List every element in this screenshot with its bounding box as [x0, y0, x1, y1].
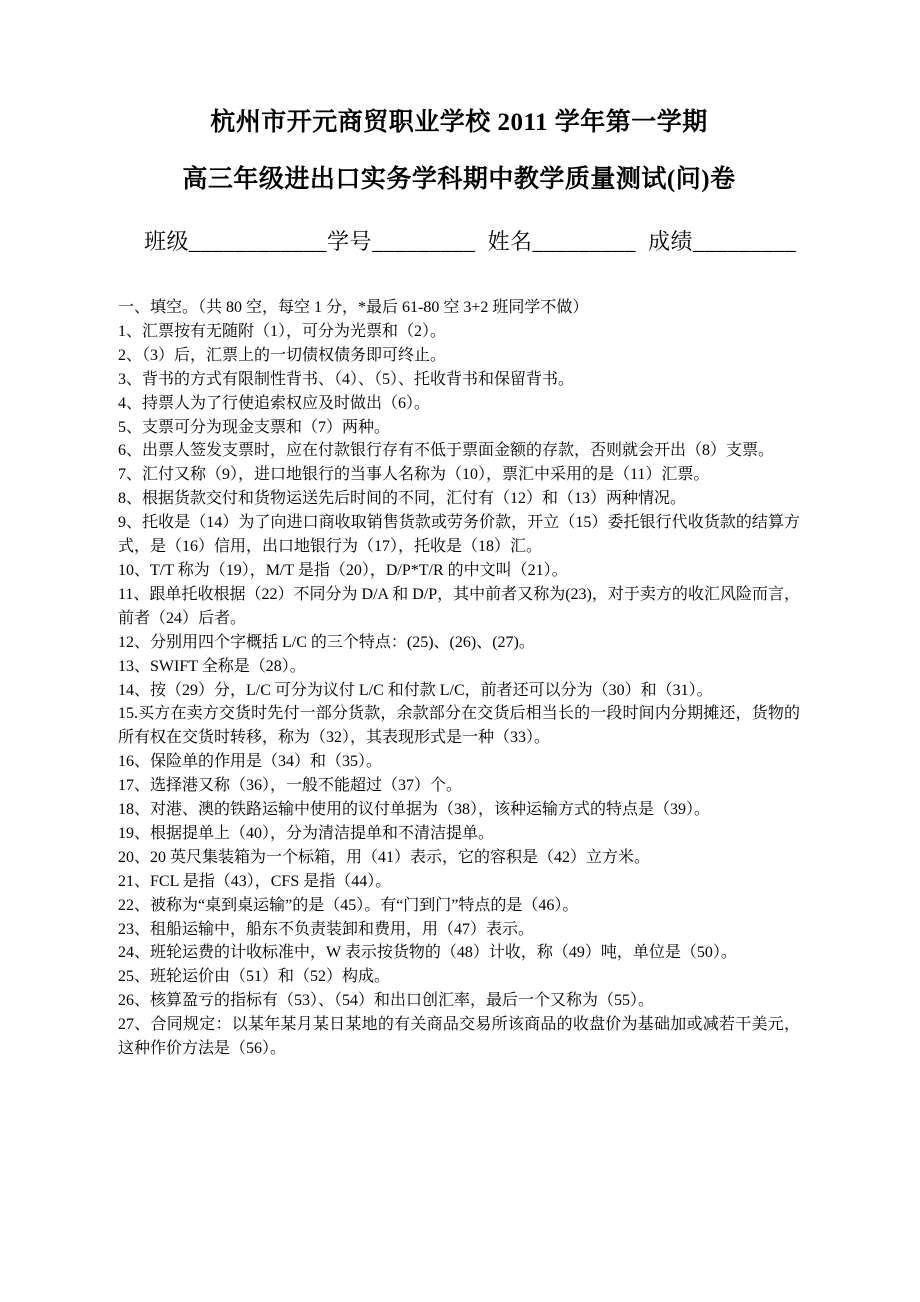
- question-item: 17、选择港又称（36），一般不能超过（37）个。: [118, 777, 463, 795]
- question-item: 3、背书的方式有限制性背书、（4）、（5）、托收背书和保留背书。: [118, 370, 575, 388]
- question-item: 4、持票人为了行使追索权应及时做出（6）。: [118, 394, 431, 412]
- question-item: 19、根据提单上（40），分为清洁提单和不清洁提单。: [118, 824, 495, 842]
- question-item: 24、班轮运费的计收标准中，W 表示按货物的（48）计收，称（49）吨，单位是（50）。: [118, 944, 737, 962]
- question-item: 18、对港、澳的铁路运输中使用的议付单据为（38），该种运输方式的特点是（39）。: [118, 801, 711, 819]
- question-item: 9、托收是（14）为了向进口商收取销售货款或劳务价款，开立（15）委托银行代收货款的结算方式，是（16）信用，出口地银行为（17），托收是（18）汇。: [118, 514, 800, 556]
- question-item: 11、跟单托收根据（22）不同分为 D/A 和 D/P，其中前者又称为(23)，对于卖方的收汇风险而言，前者（24）后者。: [118, 585, 800, 627]
- question-item: 15.买方在卖方交货时先付一部分货款，余款部分在交货后相当长的一段时间内分期摊还，货物的所有权在交货时转移，称为（32），其表现形式是一种（33）。: [118, 705, 800, 747]
- question-item: 23、租船运输中，船东不负责装卸和费用，用（47）表示。: [118, 920, 535, 938]
- question-item: 22、被称为“桌到桌运输”的是（45）。有“门到门”特点的是（46）。: [118, 896, 579, 914]
- document-title-line-2: 高三年级进出口实务学科期中教学质量测试(问)卷: [182, 166, 736, 193]
- question-item: 5、支票可分为现金支票和（7）两种。: [118, 418, 391, 436]
- question-item: 2、（3）后，汇票上的一切债权债务即可终止。: [118, 346, 447, 364]
- question-item: 14、按（29）分，L/C 可分为议付 L/C 和付款 L/C，前者还可以分为（30）和（31）。: [118, 681, 713, 699]
- question-item: 26、核算盈亏的指标有（53）、（54）和出口创汇率，最后一个又称为（55）。: [118, 992, 655, 1010]
- question-item: 21、FCL 是指（43），CFS 是指（44）。: [118, 872, 392, 890]
- question-item: 12、分别用四个字概括 L/C 的三个特点：(25)、(26)、(27)。: [118, 633, 535, 651]
- question-item: 27、合同规定：以某年某月某日某地的有关商品交易所该商品的收盘价为基础加或减若干美元，这种作价方法是（56）。: [118, 1016, 800, 1058]
- student-info-line: 班级____________学号_________ 姓名_________ 成绩_________: [144, 229, 797, 254]
- section-heading: 一、填空。（共 80 空，每空 1 分，*最后 61-80 空 3+2 班同学不做）: [118, 299, 589, 316]
- document-body: [118, 296, 800, 1061]
- question-item: 7、汇付又称（9），进口地银行的当事人名称为（10），票汇中采用的是（11）汇票。: [118, 466, 710, 484]
- question-item: 25、班轮运价由（51）和（52）构成。: [118, 968, 391, 986]
- question-item: 1、汇票按有无随附（1），可分为光票和（2）。: [118, 322, 447, 340]
- question-item: 8、根据货款交付和货物运送先后时间的不同，汇付有（12）和（13）两种情况。: [118, 490, 687, 508]
- question-item: 6、出票人签发支票时，应在付款银行存有不低于票面金额的存款，否则就会开出（8）支票。: [118, 442, 775, 460]
- document-title-line-1: 杭州市开元商贸职业学校 2011 学年第一学期: [210, 109, 708, 136]
- question-item: 13、SWIFT 全称是（28）。: [118, 657, 306, 675]
- question-item: 10、T/T 称为（19），M/T 是指（20），D/P*T/R 的中文叫（21）。: [118, 561, 568, 579]
- question-item: 20、20 英尺集装箱为一个标箱，用（41）表示，它的容积是（42）立方米。: [118, 848, 651, 866]
- question-list: [118, 320, 800, 1061]
- question-item: 16、保险单的作用是（34）和（35）。: [118, 753, 383, 771]
